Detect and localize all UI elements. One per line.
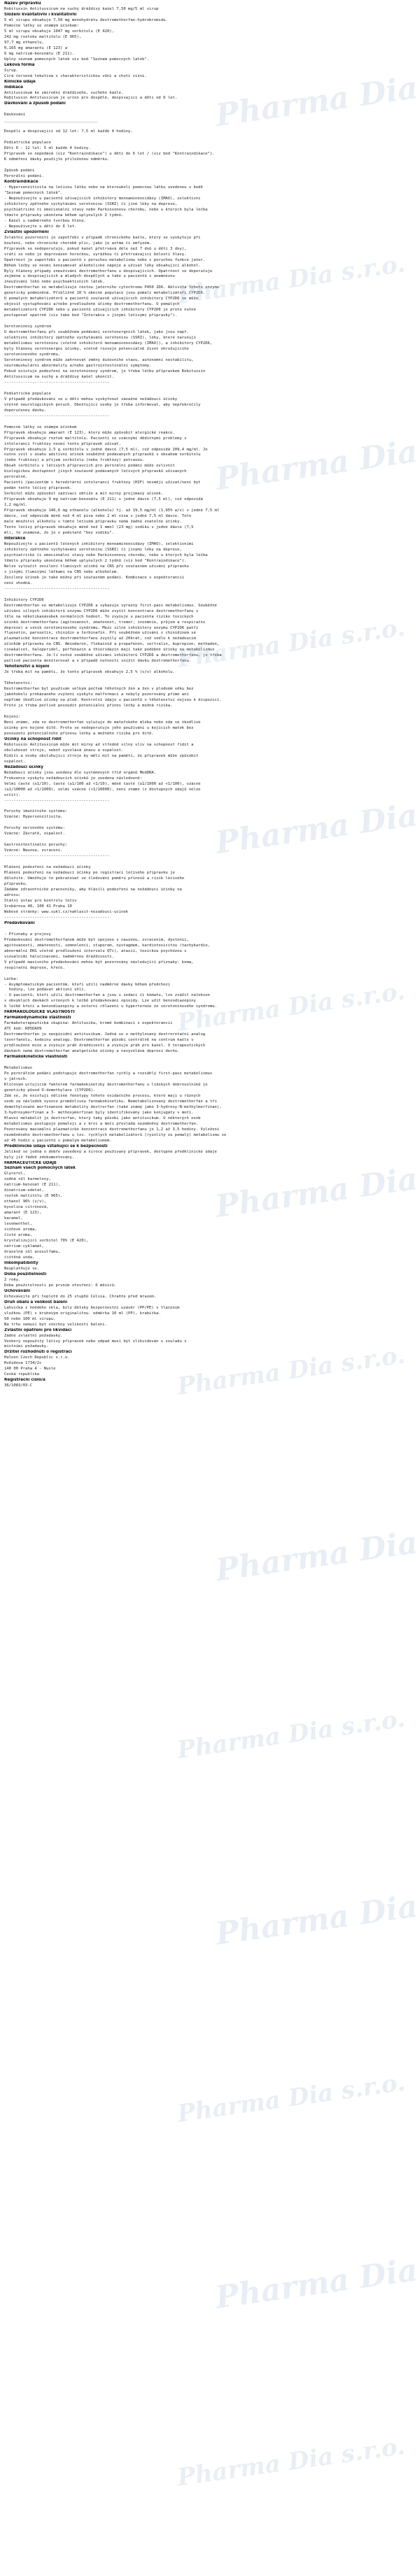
text-line: 1,2 mg/ml. [4, 503, 28, 508]
section-heading: Složení kvalitativní i kvalitativní [4, 12, 77, 17]
text-line: Sirup. [4, 68, 19, 73]
text-line: dinatrium-edetát, [4, 1188, 44, 1193]
text-line: Metabolismus [4, 1066, 33, 1071]
text-line: Těhotenství: [4, 681, 33, 686]
watermark-logo: Pharma Dia [214, 1888, 420, 1952]
text-line: Sorbitol může způsobit zažívací obtíže a mít mírný projímavý účinek. [4, 492, 164, 497]
text-line: neuromuskulární abnormality a/nebo gastrointestinální symptomy. [4, 363, 152, 368]
section-heading: Účinky na schopnost řídit [4, 736, 62, 741]
text-line: Přípravek obsahuje amarant (E 123), který může způsobit alergické reakce. [4, 430, 175, 435]
text-line: zneužívání léků nebo psychoaktivních látek. [4, 280, 105, 285]
text-line: Žádné zvláštní požadavky. [4, 1333, 63, 1338]
text-line: Pozorovány maximální plazmatické koncentrace dextromethorfanu je 1,2 až 3,5 hodiny. Vyložení [4, 1127, 220, 1132]
text-line: Glycerol, [4, 1172, 26, 1176]
text-line: Nelze vyloučit zesílení tlumivých účinků na CNS při současném užívání přípravku [4, 564, 189, 569]
text-line: Gastrointestinální poruchy: [4, 843, 68, 848]
text-line: Přípravek obsahuje 9 mg natrium-benzoátu (E 211) v jedné dávce (7,5 ml), což odpovídá [4, 497, 203, 502]
text-line: Kojení: [4, 715, 21, 719]
section-heading: Držitel rozhodnutí o registraci [4, 1350, 72, 1355]
text-line: v obvyklých dávkách určených k léčbě předávkování opioidy. Lze užít benzodiazepiny [4, 999, 196, 1004]
text-line: levorfanolu, kodeinu analogu. Dextromethorfan působí centrálně na centrum kašle v [4, 1038, 194, 1043]
text-line: dávkách nemá dextromethorfan analgetické účinky a nevyvolává depresi dechu. [4, 1049, 180, 1054]
text-line: Pokud existuje podezření na serotoninový syndrom, je třeba léčbu přípravkem Robitussin [4, 369, 206, 373]
text-line: podán tento léčivý přípravek. [4, 486, 72, 491]
text-line: --------------------------------------------- [4, 586, 110, 591]
text-line: účinkům přípravku na CNS. Amiodaron, flekainid a propafenon, sertralin, bupropion, methadon, [4, 642, 220, 647]
text-line: 140 00 Praha 4 - Nusle [4, 1367, 56, 1372]
text-line: intolerancí fruktózy nesmí tento přípravek užívat. [4, 441, 121, 446]
text-line [4, 804, 414, 810]
text-line: určit). [4, 792, 21, 797]
text-line [4, 820, 414, 826]
text-line: (≥1/10000 až <1/1000), velmi vzácné (<1/10000), není známo (z dostupných údajů nelze [4, 787, 201, 792]
text-line: V případě masivního předávkování mohou být pozorovány následující příznaky: koma, [4, 960, 194, 965]
text-line: Poruchy nervového systému: [4, 826, 65, 831]
text-line: 50 nebo 100 ml sirupu. [4, 1316, 56, 1321]
text-line: byly hlášeny serotonergní účinky, včetně rozvoje potenciálně život ohrožujícího [4, 347, 189, 352]
text-line: Pediatrická populace [4, 141, 51, 145]
text-line: nepřímé škodlivé účinky na plod. Kontrolní údaje u pacientů v těhotenství nejsou k dispozici. [4, 698, 222, 703]
text-line: Přípravek se nedoporučuje, pokud kašel přetrvává déle než 7 dnů u dětí 3 dny), [4, 246, 187, 251]
text-line: obsluhovat stroje, neboť vyvolává únavu a ospalost. [4, 748, 124, 753]
text-line: (nebo fruktózy) a příjem sorbitolu (nebo fruktózy) potravou. [4, 458, 145, 463]
text-line: Přípravek obsahuje roztok maltitolu. Pacienti se vzácnými dědičnými problémy s [4, 436, 187, 441]
text-line: Dextromethorfan se metabolizuje cestou jaterního cytochromu P450 2D6. Aktivita tohoto enzymu [4, 285, 220, 290]
section-heading: Předklinické údaje vztahující se k bezpečnosti [4, 1144, 108, 1148]
text-line: - Hypersenzitivita na léčivou látku nebo na kteroukoli pomocnou látku uvedenou v bodě [4, 185, 203, 190]
text-line: objevit vystupňování a/nebo prodloužené účinky dextromethorfanu. U pomalých [4, 302, 180, 307]
text-line: Neuplatňuje se. [4, 1266, 40, 1271]
text-line: plazmatické koncentrace dextromethorfanu zvýšily až 20krát, což vedlo k nežádoucím [4, 636, 196, 641]
text-line: Úplný seznam pomocných látek viz bod "Seznam pomocných látek". [4, 57, 150, 62]
text-line: respirační deprese, křeče. [4, 965, 65, 970]
text-line: Státní ústav pro kontrolu léčiv [4, 898, 77, 903]
text-line: Zdá se, že existují odlišné fenotypy tohoto oxidačního procesu, které mají u různých [4, 1093, 201, 1098]
text-line: - Nepoužívejte u pacientů užívajících inhibitory monoaminooxidázy (IMAO), selektivní [4, 196, 201, 201]
text-line: Česká republika [4, 1372, 40, 1377]
text-line: vložkou (PE) s kruhovým originalitou. odměrka 10 ml (PP), krabička. [4, 1311, 161, 1316]
text-line: Pacienti /pacientům s hereditární intolerancí fruktózy (HIF) nesmějí užívat/není být [4, 481, 201, 485]
text-line: U pomalých metabolizátorů a pacientů současně užívajících inhibitory CYP2D6 se může [4, 297, 199, 301]
text-line: perorálně. [4, 475, 28, 480]
text-line: Haleon Czech Republic s.r.o. [4, 1355, 70, 1360]
text-line: Vzácné: Závratě, ospalost. [4, 832, 65, 837]
text-line: včetně neurologických poruch. Obeštujíci osoby je třeba informovat, aby nepřekročily [4, 402, 201, 407]
text-line: 6 mg natrium-benzoátu (E 211). [4, 51, 75, 56]
text-line: U dextromethorfanu při souběžném podávání serotonergních látek, jako jsou např. [4, 330, 189, 335]
text-line: Dextromethorfan je neopioidní antitusikum. Jedná se o methylovaný dextrorotační analog [4, 1032, 206, 1037]
section-heading: Dávkování a způsob podání [4, 101, 66, 106]
section-heading: Léková forma [4, 62, 35, 67]
text-line: - Kašel u nadměrného tvorbou hlenu. [4, 218, 86, 223]
section-heading: Seznam všech pomocných látek [4, 1166, 76, 1171]
text-line: důležité. Umožňuje to pokračovat ve sledování poměru přínosů a rizik léčivého [4, 876, 185, 881]
text-line [4, 107, 414, 113]
text-line: roztok maltitolu (E 965), [4, 1194, 63, 1199]
section-heading: Uchovávání [4, 1288, 31, 1293]
text-line: Opatrnost je zapotřebí u pacientů s poruchou metabolismu nebo s poruchou funkce jater. [4, 257, 206, 262]
text-line: místními požadavky. [4, 1344, 49, 1349]
watermark-logo: Pharma Dia s.r.o. [175, 977, 407, 1037]
text-line: --------------------------------------------- [4, 413, 110, 418]
text-line: hodiny, lze podávat aktivní uhlí. [4, 988, 86, 992]
text-line [4, 709, 414, 715]
watermark-logo: Pharma Dia s.r.o. [175, 2068, 407, 2128]
text-line: Děti 6 - 12 let: 5 ml každé 4 hodiny. [4, 146, 91, 151]
text-line: Robitussin Antitussicum je určen pro dospělé, dospívající a děti od 6 let. [4, 96, 178, 101]
text-line: Velmi časté (≥1/10), časté (≥1/100 až <1/10), méně časté (≥1/1000 až <1/100), vzácné [4, 781, 201, 786]
text-line: posouzení potenciálního přínosu léčby a možného rizika pro dítě. [4, 731, 154, 736]
text-line: metabolismus serotoninu (včetně inhibitorů monoaminooxidázy (IMAO)), a inhibitory CYP2D6, [4, 341, 213, 346]
text-line: nutno vzít v úvahu aditivní účinek souběžně podávaných přípravků s obsahem sorbitolu [4, 453, 201, 457]
text-line: Přípravek obsahuje 146,6 mg ethanolu (alkoholu) tj. až 19,5 mg/ml (1,95% w/v) v jedné 7,5 ml [4, 508, 220, 513]
watermark-logo: Pharma Dia s.r.o. [175, 613, 407, 674]
text-line: Nepoužívejte u pacientů léčených inhibitory monoaminooxidázy (IMAO), selektivními [4, 541, 194, 546]
watermark-logo: Pharma Dia [214, 70, 420, 134]
text-line: selektivní inhibitory zpětného vychytávání serotoninu (SSRI), léky, které narušují [4, 336, 196, 341]
text-line: 242 mg roztoku maltitolu (E 965), [4, 34, 82, 39]
watermark-logo: Pharma Dia [214, 1161, 420, 1225]
watermark-logo: Pharma Dia s.r.o. [175, 1341, 407, 1401]
text-line: Řidiči a osoby obsluhující stroje by měli mít na paměti, že přípravek může způsobit [4, 753, 199, 758]
text-line: účinky pro kojené dítě. Proto se nedoporučuje jeho používání u kojících matek bez [4, 725, 194, 730]
spc-document [4, 1, 414, 1389]
text-line: demethylované morfinanové metabolity dextrorfan (také známý jako 3-hydroxy-N-methylmorfinan), [4, 1104, 222, 1109]
section-heading: Inkompatibility [4, 1260, 38, 1265]
text-line: doporučenou dávku. [4, 408, 47, 413]
text-line: serotoninového syndromu. [4, 353, 61, 357]
text-line: cinakalcet, haloperidol, perfenazin a thioridazin mají také podobné účinky na metabolismus [4, 648, 215, 653]
text-line: Proto je třeba pečlivě posoudit potenciální přínos léčby a možná rizika. [4, 704, 173, 709]
text-line: Robitussin Antitussicum na suchý dráždivý kašel 7,50 mg/5 ml sirup [4, 6, 159, 11]
text-line: agitovaností, zmateností, somnolencí, stuporem, nystagmem, kardiotoxicitou (tachykardie, [4, 943, 210, 948]
watermark-logo: Pharma Dia [214, 797, 420, 861]
watermark-logo: Pharma Dia [214, 434, 420, 497]
text-line: Není známo, zda se dextromethorfan vylučuje do mateřského mléka nebo zda se škodlivé [4, 720, 201, 725]
text-line [4, 972, 414, 977]
text-line: dextromethorfanu. Je-li nutné souběžné užívání inhibitorů CYP2D6 a dextromethorfanu, je třeba [4, 653, 222, 658]
text-line: Zesílený účinek je také možný při současném podání. Kombinace s expektorancii [4, 575, 185, 580]
text-line: draselná sůl acesulfamu, [4, 1250, 61, 1254]
text-line: V případě předávkování se u dětí mohou vyskytnout závažné nežádoucí účinky [4, 397, 178, 401]
text-line: kouření, nebo chronické chorobě plic, jako je astma či emfyzém. [4, 241, 152, 245]
text-line: biologickou dostupnost jiných současně podávaných léčivých přípravků užívaných [4, 469, 187, 474]
text-line: --------------------------------------------- [4, 380, 110, 385]
section-heading: Nežádoucí účinky [4, 764, 44, 769]
text-line: - Příznaky a projevy [4, 932, 51, 937]
text-line: "Seznam pomocných látek". [4, 190, 63, 195]
text-line: sodná sůl karmelosy, [4, 1177, 51, 1182]
section-heading: Klinické údaje [4, 79, 36, 84]
text-line: Antitussikum ke zmírnění dráždivého, suchého kašle. [4, 90, 124, 95]
text-line: Žádáme zdravotnické pracovníky, aby hlásili podezření na nežádoucí účinky na [4, 888, 182, 892]
text-line: zejména u dospívajících a mladých dospělých a také u pacientů s anamnézou [4, 274, 175, 279]
text-line: Zvláštní pozornosti je zapotřebí v případě chronického kašle, který se vyskytuje při [4, 235, 201, 240]
text-line: amarant (E 123), [4, 1211, 42, 1216]
text-line: Léčba: [4, 976, 19, 981]
text-line: --------------------------------------------- [4, 798, 110, 803]
section-heading: Interakce [4, 536, 26, 541]
text-line: Antitussicum na suchý a dráždivý kašel ukončit. [4, 374, 114, 379]
text-line: účinků dextromethorfanu (agitovanost, zmatenost, tremor, insomnie, průjem a respirační [4, 620, 206, 625]
text-line: 36/1083/03-C [4, 1383, 33, 1388]
text-line: 5 ml sirupu obsahuje 1047 mg sorbitolu (E 420), [4, 29, 114, 34]
text-line: K odměření dávky použijte přiloženou odměrku. [4, 157, 110, 162]
text-line: Byly hlášeny případy zneužívání dextromethorfanu u dospívajících. Opatrnost se doporučuje [4, 269, 213, 273]
watermark-logo: Pharma Dia [214, 1525, 420, 1588]
text-line: dávce, což odpovídá méně než 4 ml piva nebo 2 ml vína v jedné 7,5 ml dávce. Toto [4, 514, 192, 519]
text-line: Dávkování [4, 113, 26, 118]
section-heading: Těhotenství a kojení [4, 664, 50, 669]
text-line: malé množství alkoholu v tomto léčivém přípravku nemá žádné znatelné účinky. [4, 520, 182, 525]
text-line: Farmakoterapeutická skupina: Antitusika, kromě kombinací s expektorancii [4, 1021, 173, 1026]
text-line: - U pacientů, kteří užili dextromethorfan a jsou v sedaci či kómatu, lze zvážit nalokson [4, 993, 210, 998]
watermark-logo: Pharma Dia s.r.o. [175, 1705, 407, 1765]
text-line: postupovat opatrně (viz také bod "Interakce s jinými léčivými přípravky"). [4, 313, 178, 318]
text-line: Pediatrická populace [4, 391, 51, 396]
text-line: ospalost. [4, 759, 26, 764]
text-line: Lahvička z hnědého skla, bílý dětský bezpečnostní uzávěr (PP/PE) s tlačením [4, 1305, 180, 1310]
text-line: - Asymptomatickým pacientům, kteří užili nadměrné dávky během předchozí [4, 982, 171, 987]
text-line: 0,165 mg amarantu (E 123) a [4, 45, 68, 50]
section-heading: Registrační číslo/a [4, 1378, 46, 1383]
text-line: není vhodná. [4, 581, 33, 585]
text-line [4, 1060, 414, 1066]
text-line [4, 124, 414, 129]
text-line: Nežádoucí účinky jsou uvedeny dle systémových tříd orgánů MedDRA. [4, 770, 157, 775]
text-line: 5 ml sirupu obsahuje 7,50 mg monohydrátu dextromethorfan-hydrobromidu. [4, 17, 168, 22]
section-heading: Doba použitelnosti [4, 1272, 47, 1276]
section-heading: Předávkování [4, 920, 35, 925]
text-line: natrium-benzoát (E 211), [4, 1183, 61, 1188]
text-line: metabolizátorů CYP2D6 nebo u pacientů užívajících inhibitory CYP2D6 je proto nutné [4, 308, 196, 313]
text-line: Poruchy imunitního systému: [4, 809, 68, 814]
section-heading: Indikace [4, 85, 24, 90]
text-line: kyselina citronová, [4, 1205, 49, 1210]
text-line: Vzácné: Hypersenzitivita. [4, 815, 63, 820]
text-line: Doba použitelnosti po prvním otevření: 6 měsíců. [4, 1283, 117, 1288]
text-line: Dextromethorfan se metabolizuje CYP2D6 a vykazuje výrazný first-pass metabolismus. Souběžné [4, 603, 217, 608]
text-line: jakéhokoli prokázaného zvýšení výskytu malformací a nebyly pozorovány přímé ani [4, 692, 189, 697]
text-line: 2 roky. [4, 1277, 21, 1282]
text-line: Dospělí a dospívající od 12 let: 7,5 ml každé 4 hodiny. [4, 129, 133, 134]
text-line: Hlavní metabolit je dextrorfan, který taky působí jako antitusikum. U některých osob [4, 1116, 201, 1120]
section-heading: Název přípravku [4, 1, 41, 6]
section-heading: Farmakodynamické vlastnosti [4, 1016, 71, 1020]
text-line: Pomocné látky se známým účinkem: [4, 23, 79, 28]
text-line: inhibitory zpětného vychytávání serotoninu (SSRI) či jiné léky na deprese, [4, 201, 178, 206]
text-line [4, 420, 414, 425]
text-line: Přípravek obsahuje 1,5 g sorbitolu v jedné dávce (7,5 ml), což odpovídá 209,4 mg/ml. Je [4, 447, 208, 452]
text-line: genetický původ O-demethylace (CYP2D6). [4, 1088, 96, 1093]
text-line: nezměněného dextromethorfanu u tzv. rychlých metabolizátorů (ryzolitý zu pomalý) metabolismu se [4, 1132, 227, 1137]
section-heading: Kontraindikace [4, 180, 38, 184]
text-line: užívání silných inhibitorů enzymu CYP2D6 může zvýšit koncentrace dextromethorfanu v [4, 609, 199, 613]
text-line: těle na několikanásobek normálních hodnot. To zvyšuje u pacienta riziko toxických [4, 614, 194, 619]
text-line [4, 837, 414, 843]
text-line: Je třeba mít na paměti, že tento přípravek obsahuje 2,5 % (v/v) alkoholu. [4, 670, 175, 675]
text-line: deprese) a vznik serotoninového syndromu. Mezi silné inhibitory enzymu CYP2D6 patří [4, 625, 199, 630]
text-line: psychiatrické či emocionální stavy nebo Parkinsonovu chorobu, nebo u kterých byla léčba [4, 553, 208, 557]
text-line: vrátí se nebo je doprovázen horečkou, vyrážkou či přetrvávající bolestí hlavy. [4, 252, 187, 257]
text-line: Uchovávejte při teplotě do 25 stupňů Celsia. Chraňte před mrazem. [4, 1294, 157, 1299]
text-line: vizuálními halucinacemi, nadměrnou dráždivostí. [4, 954, 114, 959]
section-heading: FARMAKOLOGICKÉ VLASTNOSTI [4, 1010, 75, 1015]
text-line: Jelikož se jedná o dobře zavedený a široce používaný přípravek, dostupné předklinické údaje [4, 1149, 217, 1154]
text-line: ATC kód: R05DA09 [4, 1027, 42, 1032]
text-line: prodloužené míše a zvyšuje práh dráždivosti a zvyšuje práh pro kašel. V terapeutických [4, 1044, 206, 1048]
text-line: Frekvence výskytu nežádoucích účinků je uvedena následovně: [4, 776, 143, 781]
text-line: Robitussin Antitussicum může mít mírný až středně silný vliv na schopnost řídit a [4, 742, 194, 747]
text-line: čištěná voda. [4, 1255, 35, 1260]
text-line: 97,7 mg ethanolu, [4, 40, 44, 45]
text-line: až 45 hodin u pacientů s pomalým metabolismem. [4, 1138, 112, 1143]
section-heading: Druh obalu a velikost balení [4, 1300, 68, 1304]
text-line: ________________________________________ [4, 118, 98, 123]
text-line: Způsob podání [4, 169, 35, 173]
text-line: višňové aroma, [4, 1227, 37, 1232]
text-line: čisté aroma, [4, 1233, 33, 1238]
text-line: Během léčby se nesmí konzumovat alkoholické nápoje a užívat léky obsahující alkohol. [4, 263, 201, 268]
watermark-logo: Pharma Dia s.r.o. [175, 250, 407, 310]
text-line: Šrobárova 48, 100 41 Praha 10 [4, 904, 72, 909]
text-line [4, 319, 414, 325]
text-line: Serotoninový syndrom [4, 325, 51, 329]
text-line: fluoxetin, paroxetin, chinidin a terbinafin. Při souběžném užívání s chinidinem se [4, 631, 196, 636]
section-heading: Zvláštní opatření pro likvidaci [4, 1328, 72, 1332]
text-line: Vzácné: Nauzea, zvracení. [4, 848, 63, 853]
text-line: natrium-cyklamát, [4, 1244, 44, 1249]
text-line: adresu: [4, 893, 21, 897]
section-heading: Zvláštní upozornění [4, 229, 49, 234]
text-line: Po perorálním podání podstupuje dextromethorfan rychlý a rozsáhlý first-pass metabolismus [4, 1072, 213, 1076]
text-line: s jinými tlumivými látkami na CNS nebo alkoholem. [4, 569, 119, 574]
section-heading: FARMACEUTICKÉ ÚDAJE [4, 1160, 57, 1165]
text-line: byly již řádně zdokumentovány. [4, 1155, 75, 1160]
text-line: Předávkování dextromethorfanem může být spojeno s nauzeou, zvracením, dystonií, [4, 937, 189, 942]
text-line: ethanol 96% (v/v), [4, 1200, 47, 1204]
text-line: Hvězdova 1734/2c [4, 1361, 42, 1366]
section-heading: Farmakokinetické vlastnosti [4, 1055, 68, 1060]
text-line: Přípravek se nepodává (viz "Kontraindikace") u dětí do 6 let / (viz bod "Kontraindikace"). [4, 152, 215, 157]
text-line: Inhibitory CYP2D6 [4, 597, 44, 602]
text-line: Serotoninový syndrom může zahrnovat změny duševního stavu, autonomní nestabilitu, [4, 358, 194, 362]
text-line: geneticky podmíněná. Přibližně 10 % obecné populace jsou pomalí metabolizátoři CYP2D6. [4, 291, 206, 296]
text-line: Obsah sorbitolu v léčivých přípravcích pro perorální podání může ovlivnit [4, 464, 175, 469]
text-line: metabolismus postupuje pomaleji a v krvi a moči převládá nezměněný dextromethorfan. [4, 1121, 199, 1126]
text-line: Perorální podání. [4, 174, 44, 179]
text-line [4, 927, 414, 932]
text-line: ml), to znamená, že je v podstatě "bez sodíku". [4, 531, 114, 536]
text-line: pečlivě pacienta monitorovat a v případě nutnosti snížit dávku dextromethorfanu. [4, 659, 192, 664]
text-line: Čirá červená tekutina s charakteristickou vůní a chutí višní. [4, 73, 147, 78]
text-line: Klíčovým určujícím faktorem farmakokinetiky dextromethorfanu u lidských dobrovolníků je [4, 1082, 208, 1087]
text-line: abnormální EKG včetně prodloužení intervalu QTc), ataxií, toxickou psychózou s [4, 948, 187, 953]
text-line: - Nepoužívejte u dětí do 6 let. [4, 224, 77, 229]
text-line: Dextromethorfan byl používán velkým počtem těhotných žen a žen v plodném věku bez [4, 687, 194, 692]
text-line: Hlášení podezření na nežádoucí účinky [4, 865, 91, 870]
text-line: k léčbě křečí a benzodiazepiny a externí chlazení u hypertermie ze serotoninového syndromu. [4, 1004, 217, 1009]
text-line: krystalizující sorbitol 70% (E 420), [4, 1239, 89, 1244]
text-line [4, 860, 414, 865]
text-line: karamel, [4, 1216, 23, 1221]
text-line: --------------------------------------------- [4, 854, 110, 859]
text-line [4, 676, 414, 681]
text-line: těmito přípravky ukončena během uplynulých 2 týdnů (viz bod "Kontraindikace"). [4, 558, 187, 563]
text-line: inhibitory zpětného vychytávání serotoninu (SSRI) či jinými léky na deprese, [4, 547, 182, 552]
text-line [4, 135, 414, 141]
watermark-logo: Pharma Dia s.r.o. [175, 2432, 407, 2492]
text-line: psychiatrické či emocionální stavy nebo Parkinsonovu chorobu, nebo u kterých byla léčba [4, 207, 208, 212]
text-line: Na trhu nemusí být všechny velikosti balení. [4, 1322, 107, 1327]
text-line: Veškerý nepoužitý léčivý přípravek nebo odpad musí být zlikvidován v souladu s [4, 1339, 187, 1344]
text-line: osob za následek vysoce proměnlivou farmakokinetiku. Nemetabolizovaný dextromethorfan a tři [4, 1099, 217, 1104]
text-line: v játrech. [4, 1076, 28, 1081]
text-line: těmito přípravky ukončena během uplynulých 2 týdnů. [4, 213, 124, 218]
text-line: přípravku. [4, 882, 28, 887]
text-line [4, 592, 414, 598]
watermark-logo: Pharma Dia [214, 2252, 420, 2316]
text-line: --------------------------------------------- [4, 915, 110, 920]
text-line [4, 386, 414, 392]
text-line: Hlášení podezření na nežádoucí účinky po registraci léčivého přípravku je [4, 871, 175, 876]
text-line: Webové stránky: www.sukl.cz/nahlasit-nezadouci-ucinek [4, 909, 128, 914]
text-line: levomenthol, [4, 1222, 33, 1227]
text-line [4, 163, 414, 169]
text-line: Tento léčivý přípravek obsahuje méně než 1 mmol (23 mg) sodíku v jedné dávce (7,5 [4, 525, 194, 530]
text-line: 3-hydroxymorfinan a 3- methoxymorfinan byly identifikovány jako konjugáty v moči. [4, 1110, 194, 1115]
text-line: Pomocné látky se známým účinkem [4, 425, 77, 429]
